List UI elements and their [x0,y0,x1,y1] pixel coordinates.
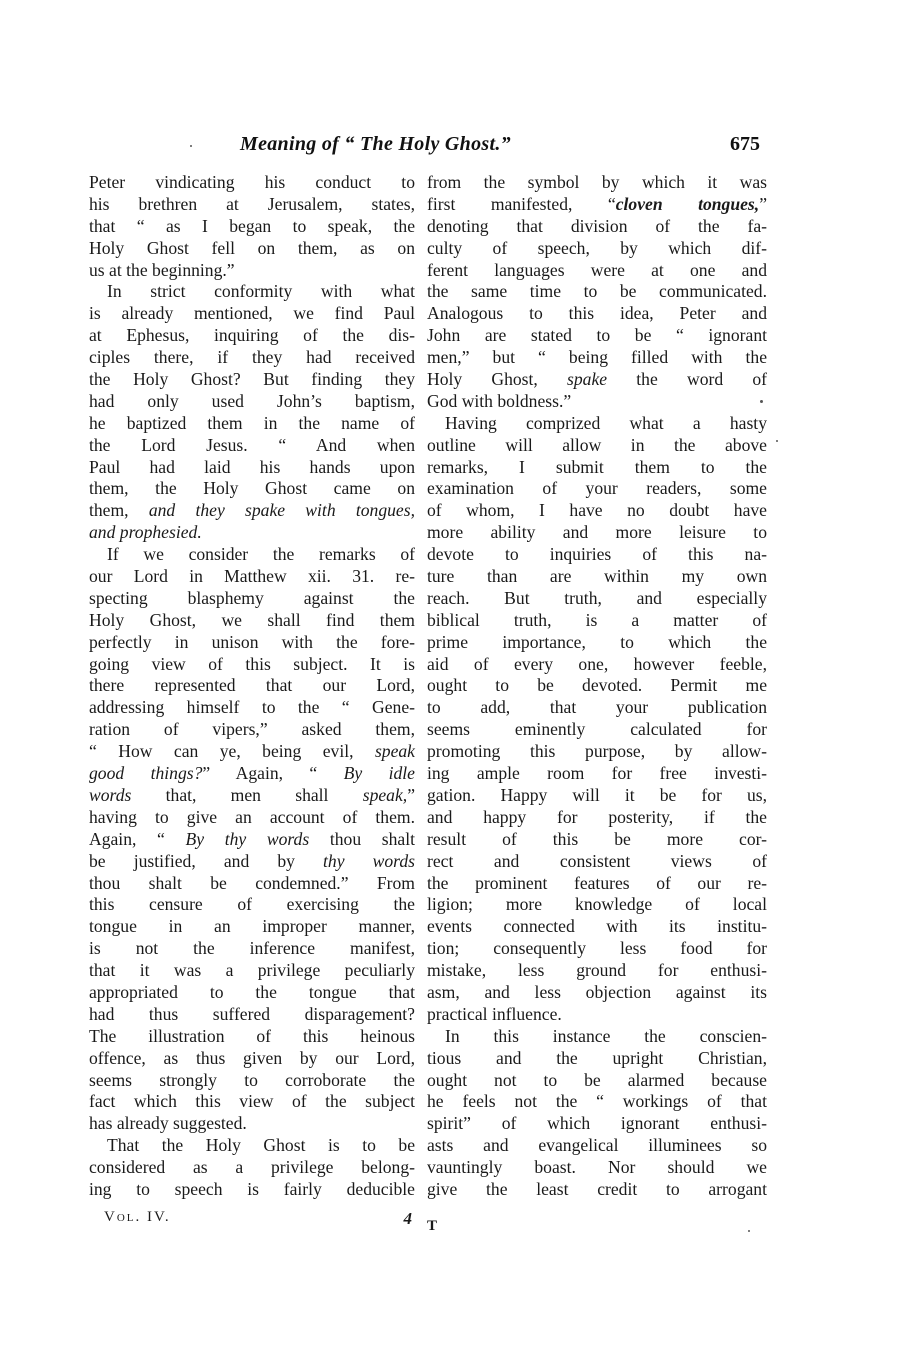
print-speck [190,145,192,147]
text-line [89,500,415,522]
text-line: culty of speech, by which dif- [427,237,767,258]
text-line: spirit” of which ignorant enthusi- [427,1113,767,1134]
text-line [427,369,767,391]
text-line: ought to be devoted. Permit me [427,675,767,696]
text-line: from the symbol by which it was [427,172,767,192]
text-line: is not the inference manifest, [89,938,415,959]
text-line: remarks, I submit them to the [427,456,767,477]
left-column [89,172,415,1201]
text-line: ture than are within my own [427,566,767,587]
text-line: perfectly in unison with the fore- [89,631,415,652]
right-column [427,172,767,1201]
text-line: ing ample room for free investi- [427,763,767,784]
text-line: the Lord Jesus. “ And when [89,434,415,455]
text-line: Holy Ghost, we shall find them [89,609,415,630]
volume-mark: Vol. IV. [104,1209,171,1225]
text-line: that “ as I began to speak, the [89,215,415,236]
text-line: he baptized them in the name of [89,412,415,433]
text-line: addressing himself to the “ Gene- [89,697,415,718]
text-line: offence, as thus given by our Lord, [89,1047,415,1068]
text-line: examination of your readers, some [427,478,767,499]
signature-letter: T [427,1218,438,1234]
text-line: the same time to be communicated. [427,281,767,302]
text-line: having to give an account of them. [89,806,415,827]
text-line [89,851,415,873]
text-line: had only used John’s baptism, [89,390,415,411]
text-line: is already mentioned, we find Paul [89,303,415,324]
text-line: considered as a privilege belong- [89,1157,415,1178]
printer-signature [104,1209,414,1226]
text-line: aid of every one, however feeble, [427,653,767,674]
text-line: us at the beginning.” [89,259,235,280]
running-title: Meaning of “ The Holy Ghost.” [240,133,511,155]
text-line: of whom, I have no doubt have [427,500,767,521]
text-fragment: ” [407,784,415,805]
text-line: ought not to be alarmed because [427,1069,767,1090]
italic-word: speak, [362,784,408,805]
text-line: appropriated to the tongue that [89,981,415,1002]
text-line: practical influence. [427,1003,562,1024]
text-line: ration of vipers,” asked them, [89,719,415,740]
text-line: reach. But truth, and especially [427,587,767,608]
text-line: thou shalt be condemned.” From [89,872,415,893]
text-fragment: Again, “ [89,828,186,849]
print-speck [760,400,763,403]
text-line: men,” but “ being filled with the [427,347,767,368]
text-line: asm, and less objection against its [427,981,767,1002]
text-line: specting blasphemy against the [89,587,415,608]
text-fragment: that, men shall [131,784,363,805]
text-line: gation. Happy will it be for us, [427,784,767,805]
text-line: ciples there, if they had received [89,347,415,368]
text-line: this censure of exercising the [89,894,415,915]
page-number: 675 [730,133,760,155]
text-line: fact which this view of the subject [89,1091,415,1112]
print-speck [776,440,778,442]
text-line [89,829,415,851]
text-line: vauntingly boast. Nor should we [427,1157,767,1178]
text-line: and happy for posterity, if the [427,806,767,827]
text-line: there represented that our Lord, [89,675,415,696]
italic-phrase: By thy words [185,828,310,849]
text-line: devote to inquiries of this na- [427,544,767,565]
text-fragment: “ How can ye, being evil, [89,741,375,762]
text-line: denoting that division of the fa- [427,215,767,236]
text-line: tious and the upright Christian, [427,1047,767,1068]
text-line: tion; consequently less food for [427,938,767,959]
text-line: that it was a privilege peculiarly [89,960,415,981]
text-line: had thus suffered disparagement? [89,1003,415,1024]
text-fragment: be justified, and by [89,850,324,871]
italic-phrase: good things? [89,763,203,784]
text-line: ing to speech is fairly deducible [89,1178,415,1199]
text-line [427,194,767,216]
text-fragment: first manifested, “ [427,193,616,214]
text-line: the Holy Ghost? But finding they [89,369,415,390]
text-line: he feels not the “ workings of that [427,1091,767,1112]
signature-number: 4 [403,1209,414,1228]
print-speck [748,1230,750,1232]
text-line: his brethren at Jerusalem, states, [89,193,415,214]
text-line: biblical truth, is a matter of [427,609,767,630]
text-line [89,785,415,807]
text-line: Analogous to this idea, Peter and [427,303,767,324]
text-line: seems eminently calculated for [427,719,767,740]
text-line: seems strongly to corroborate the [89,1069,415,1090]
text-line: prime importance, to which the [427,631,767,652]
text-line: asts and evangelical illuminees so [427,1135,767,1156]
paragraph-start-line: In strict conformity with what [107,281,415,302]
text-line: the prominent features of our re- [427,872,767,893]
italic-word: spake [567,369,608,390]
italic-word: words [89,784,132,805]
text-line: rect and consistent views of [427,850,767,871]
text-fragment: Holy Ghost, [427,369,568,390]
paragraph-start-line: In this instance the conscien- [445,1025,767,1046]
text-line: Holy Ghost fell on them, as on [89,237,415,258]
text-line: events connected with its institu- [427,916,767,937]
text-fragment: ” [759,193,767,214]
text-line: to add, that your publication [427,697,767,718]
paragraph-start-line: That the Holy Ghost is to be [107,1135,415,1156]
text-fragment: them, [89,500,149,521]
text-line: Paul had laid his hands upon [89,456,415,477]
text-fragment: ” Again, “ [202,763,344,784]
text-line: our Lord in Matthew xii. 31. re- [89,566,415,587]
text-line [89,741,415,763]
text-fragment: the word of [607,369,767,390]
text-line: more ability and more leisure to [427,522,767,543]
text-line: promoting this purpose, by allow- [427,741,767,762]
italic-word: speak [374,741,415,762]
italic-phrase: thy words [323,850,415,871]
text-line: at Ephesus, inquiring of the dis- [89,325,415,346]
text-line: has already suggested. [89,1113,247,1134]
text-line: tongue in an improper manner, [89,916,415,937]
italic-phrase: cloven tongues, [615,193,760,214]
text-line: result of this be more cor- [427,828,767,849]
italic-phrase: By idle [343,763,415,784]
italic-quote: and they spake with tongues, [148,500,415,521]
text-line: ferent languages were at one and [427,259,767,280]
text-line [89,763,415,785]
text-line: outline will allow in the above [427,434,767,455]
text-line: them, the Holy Ghost came on [89,478,415,499]
paragraph-start-line: If we consider the remarks of [107,544,415,565]
text-line: ligion; more knowledge of local [427,894,767,915]
text-line: and prophesied. [89,522,202,543]
paragraph-start-line: Having comprized what a hasty [445,412,767,433]
text-line: Peter vindicating his conduct to [89,172,415,192]
text-line: going view of this subject. It is [89,653,415,674]
text-fragment: thou shalt [309,828,415,849]
text-line: God with boldness.” [427,390,572,411]
text-line: John are stated to be “ ignorant [427,325,767,346]
text-line: mistake, less ground for enthusi- [427,960,767,981]
text-line: give the least credit to arrogant [427,1178,767,1199]
text-line: The illustration of this heinous [89,1025,415,1046]
